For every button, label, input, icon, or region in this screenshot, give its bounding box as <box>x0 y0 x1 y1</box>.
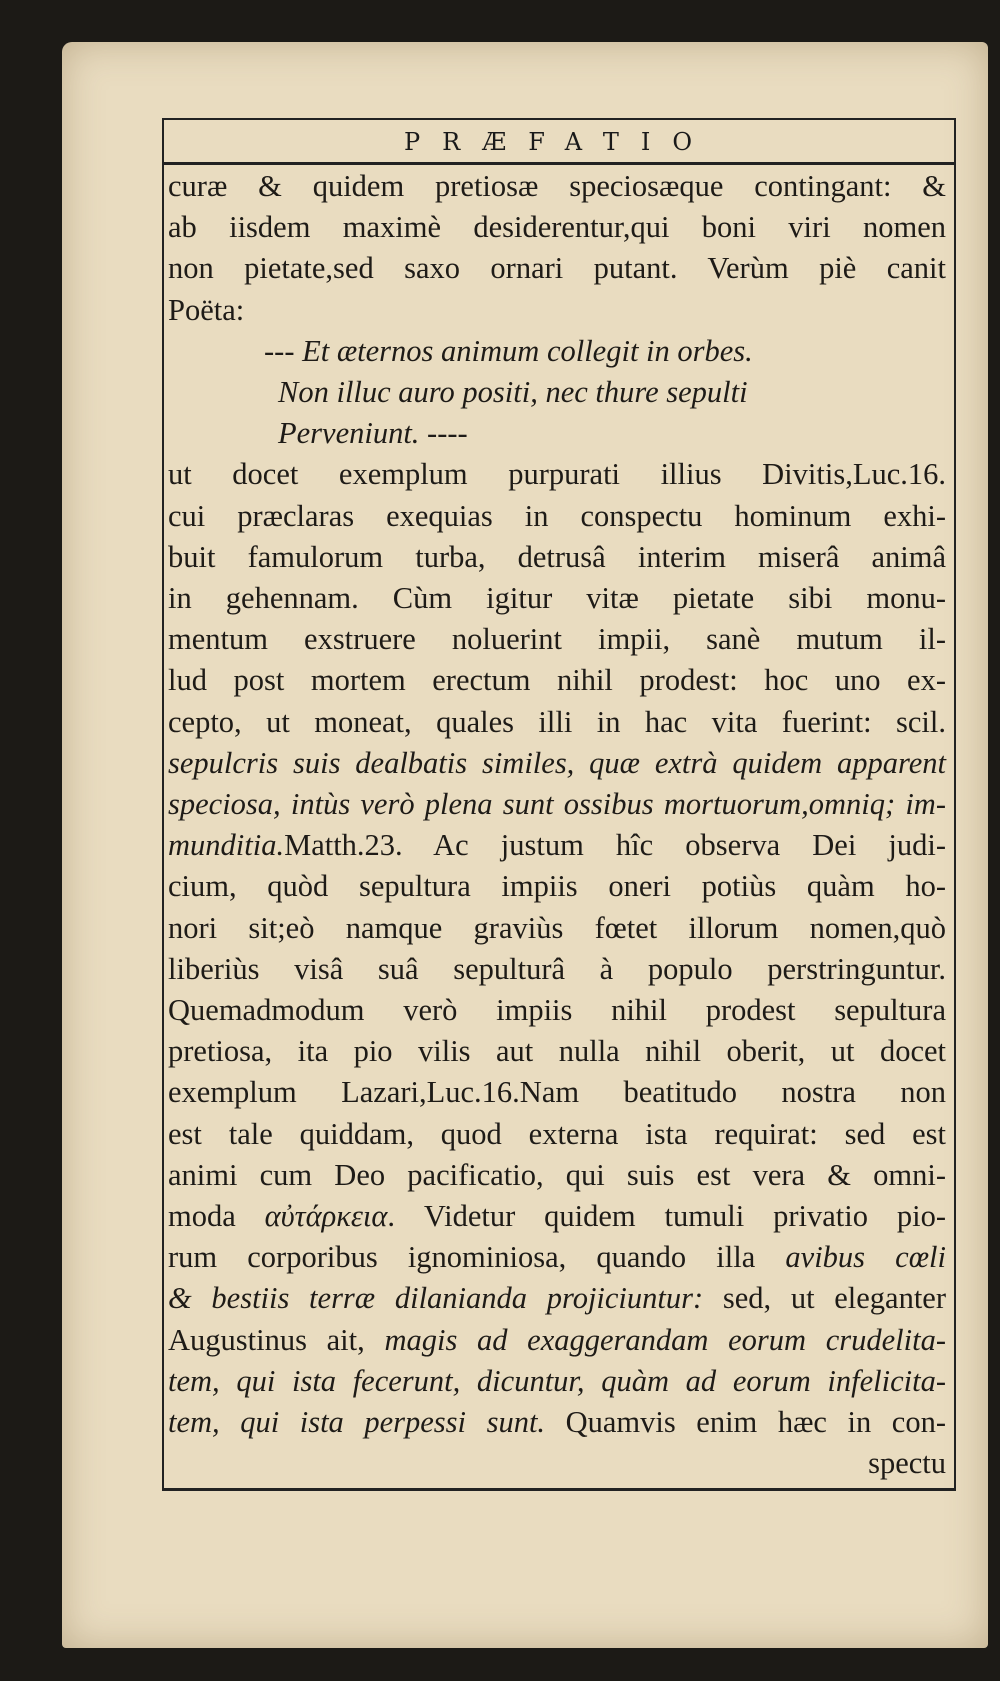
roman-segment: cui præclaras exequias in conspectu hominum exhi- <box>168 498 946 533</box>
text-line <box>168 619 946 660</box>
roman-segment: est tale quiddam, quod externa ista requirat: sed est <box>168 1116 946 1151</box>
text-line <box>168 866 946 907</box>
italic-segment: magis ad exaggerandam eorum crudelita- <box>384 1322 946 1357</box>
text-line <box>168 1114 946 1155</box>
roman-segment: cium, quòd sepultura impiis oneri potiùs quàm ho- <box>168 869 946 904</box>
text-line <box>168 949 946 990</box>
text-line <box>168 413 946 454</box>
roman-segment: Matth.23. Ac justum hîc observa Dei judi- <box>284 828 946 863</box>
roman-segment: Quamvis enim hæc in con- <box>545 1405 946 1440</box>
text-line <box>168 990 946 1031</box>
text-line <box>168 1443 946 1484</box>
running-head: PRÆFATIO <box>404 128 714 156</box>
italic-segment: speciosa, intùs verò plena sunt ossibus mortuorum,omniq; im- <box>168 787 946 822</box>
text-line <box>168 537 946 578</box>
roman-segment: spectu <box>868 1446 946 1481</box>
italic-segment: αὐτάρκεια <box>264 1199 388 1234</box>
italic-segment: sepulcris suis dealbatis similes, quæ extrà quidem apparent <box>168 745 946 780</box>
text-line <box>168 1196 946 1237</box>
text-line <box>168 1237 946 1278</box>
text-line <box>168 578 946 619</box>
text-line <box>168 454 946 495</box>
text-line <box>168 1320 946 1361</box>
roman-segment: Augustinus ait, <box>168 1322 385 1357</box>
roman-segment: lud post mortem erectum nihil prodest: hoc uno ex- <box>168 663 946 698</box>
text-line <box>168 1031 946 1072</box>
text-line <box>168 1361 946 1402</box>
text-line <box>168 248 946 289</box>
roman-segment: mentum exstruere noluerint impii, sanè mutum il- <box>168 622 946 657</box>
text-line <box>168 1402 946 1443</box>
roman-segment: non pietate,sed saxo ornari putant. Verùm piè canit <box>168 251 946 286</box>
italic-segment: tem, qui ista fecerunt, dicuntur, quàm ad eorum infelicita- <box>168 1363 946 1398</box>
text-line <box>168 660 946 701</box>
roman-segment: moda <box>168 1199 265 1234</box>
text-line <box>168 1155 946 1196</box>
roman-segment: ab iisdem maximè desiderentur,qui boni viri nomen <box>168 210 946 245</box>
text-line <box>168 290 946 331</box>
text-line <box>168 207 946 248</box>
roman-segment: sed, ut eleganter <box>703 1281 946 1316</box>
italic-segment: avibus cœli <box>785 1240 946 1275</box>
roman-segment: Quemadmodum verò impiis nihil prodest sepultura <box>168 993 946 1028</box>
roman-segment: pretiosa, ita pio vilis aut nulla nihil oberit, ut docet <box>168 1034 946 1069</box>
roman-segment: exemplum Lazari,Luc.16.Nam beatitudo nostra non <box>168 1075 946 1110</box>
text-line <box>168 1072 946 1113</box>
roman-segment: rum corporibus ignominiosa, quando illa <box>168 1240 786 1275</box>
italic-segment: Non illuc auro positi, nec thure sepulti <box>278 375 748 410</box>
roman-segment: Poëta: <box>168 292 245 327</box>
italic-segment: Perveniunt. ---- <box>278 416 468 451</box>
roman-segment: ut docet exemplum purpurati illius Divitis,Luc.16. <box>168 457 946 492</box>
roman-segment: in gehennam. Cùm igitur vitæ pietate sibi monu- <box>168 581 946 616</box>
roman-segment: curæ & quidem pretiosæ speciosæque contingant: & <box>168 169 946 203</box>
bottom-rule <box>162 1488 956 1491</box>
text-line <box>168 908 946 949</box>
text-line <box>168 166 946 207</box>
italic-segment: --- Et æternos animum collegit in orbes. <box>264 333 753 368</box>
roman-segment: nori sit;eò namque graviùs fœtet illorum nomen,quò <box>168 910 946 945</box>
text-line <box>168 331 946 372</box>
text-line <box>168 1278 946 1319</box>
roman-segment: animi cum Deo pacificatio, qui suis est vera & omni- <box>168 1157 946 1192</box>
italic-segment: & bestiis terræ dilanianda projiciuntur: <box>168 1281 704 1316</box>
text-line <box>168 784 946 825</box>
text-line <box>168 825 946 866</box>
italic-segment: munditia. <box>168 828 285 863</box>
text-line <box>168 743 946 784</box>
body-text <box>168 166 946 1485</box>
roman-segment: cepto, ut moneat, quales illi in hac vita fuerint: scil. <box>168 704 946 739</box>
roman-segment: liberiùs visâ suâ sepulturâ à populo perstringuntur. <box>168 951 946 986</box>
italic-segment: tem, qui ista perpessi sunt. <box>168 1405 546 1440</box>
text-line <box>168 372 946 413</box>
text-line <box>168 702 946 743</box>
header-rule <box>162 162 956 165</box>
top-rule <box>162 118 956 120</box>
text-line <box>168 496 946 537</box>
roman-segment: . Videtur quidem tumuli privatio pio- <box>387 1199 946 1234</box>
roman-segment: buit famulorum turba, detrusâ interim miserâ animâ <box>168 539 946 574</box>
